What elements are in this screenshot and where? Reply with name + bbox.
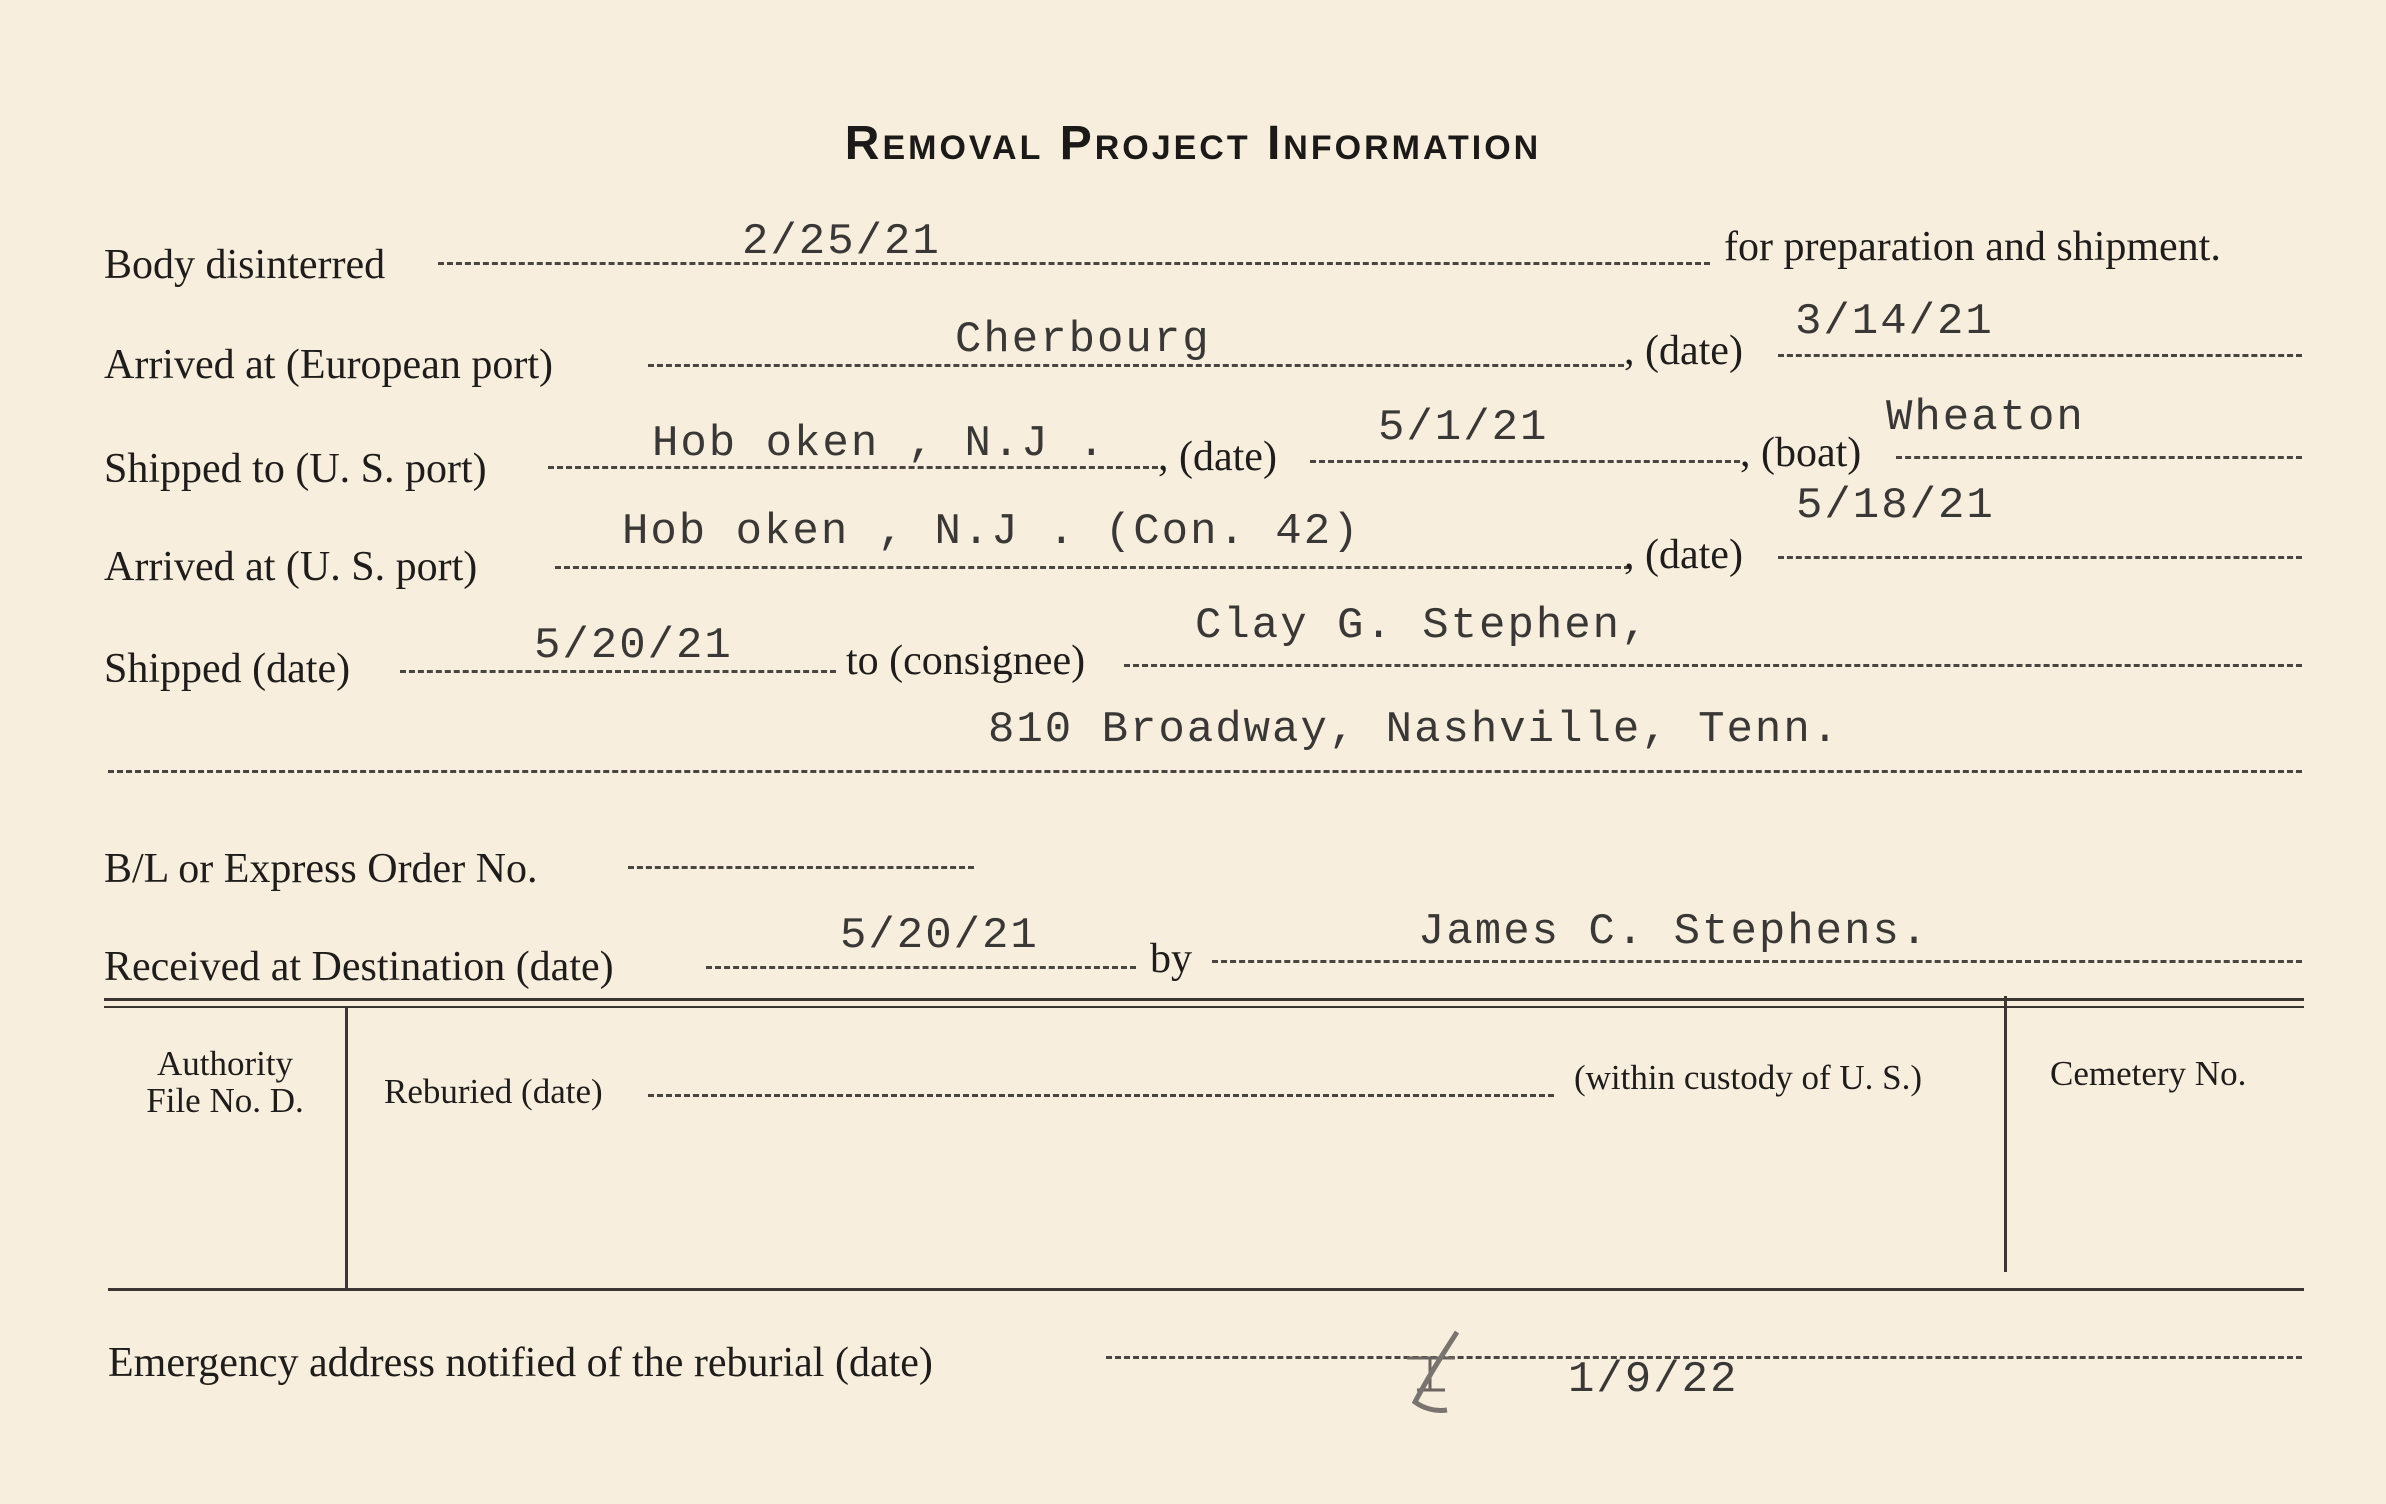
divider-top <box>104 998 2304 1001</box>
us-arrival-date: 5/18/21 <box>1796 481 1995 531</box>
european-date-label: , (date) <box>1624 328 1743 374</box>
consignee-address: 810 Broadway, Nashville, Tenn. <box>988 705 1841 755</box>
received-date: 5/20/21 <box>840 911 1039 961</box>
boat-label: , (boat) <box>1740 430 1862 476</box>
divider-bottom <box>108 1288 2304 1291</box>
shipped-date-line <box>1310 460 1740 463</box>
shipped-to-us-label: Shipped to (U. S. port) <box>104 446 487 492</box>
reburied-label: Reburied (date) <box>384 1072 603 1111</box>
european-arrival-date: 3/14/21 <box>1795 297 1994 347</box>
bl-order-line <box>628 866 974 869</box>
consignee-name: Clay G. Stephen, <box>1195 601 1650 651</box>
us-arrival-date-line <box>1778 556 2302 559</box>
received-by-line <box>1212 960 2302 963</box>
box-divider-left <box>345 1008 348 1288</box>
european-date-line <box>1778 354 2302 357</box>
emergency-label: Emergency address notified of the reburial (date) <box>108 1340 933 1386</box>
reburied-line <box>648 1094 1554 1097</box>
shipped-to-consignee-date: 5/20/21 <box>534 621 733 671</box>
authority-line-2: File No. D. <box>146 1080 304 1120</box>
pencil-check-mark <box>1395 1328 1465 1418</box>
emergency-date: 1/9/22 <box>1568 1355 1739 1405</box>
by-label: by <box>1150 936 1192 982</box>
bl-order-label: B/L or Express Order No. <box>104 846 538 892</box>
boat-line <box>1896 456 2302 459</box>
card-title: Removal Project Information <box>844 117 1542 170</box>
cemetery-no-label: Cemetery No. <box>2050 1054 2247 1093</box>
for-preparation-label: for preparation and shipment. <box>1724 224 2221 270</box>
boat-value: Wheaton <box>1886 393 2085 443</box>
arrived-us-label: Arrived at (U. S. port) <box>104 544 478 590</box>
european-port-value: Cherbourg <box>955 315 1211 365</box>
to-consignee-label: to (consignee) <box>846 638 1086 684</box>
received-date-line <box>706 966 1136 969</box>
received-label: Received at Destination (date) <box>104 944 614 990</box>
authority-line-1: Authority <box>156 1044 294 1083</box>
custody-label: (within custody of U. S.) <box>1574 1058 1923 1097</box>
address-line <box>108 770 2302 773</box>
arrived-us-line <box>555 566 1630 569</box>
shipped-label: Shipped (date) <box>104 646 351 692</box>
shipped-date-label: , (date) <box>1158 434 1277 480</box>
disinterred-date: 2/25/21 <box>742 217 941 267</box>
shipped-date-value: 5/1/21 <box>1378 403 1549 453</box>
body-disinterred-line <box>438 262 1710 265</box>
box-divider-right <box>2004 996 2007 1272</box>
us-port-arrived: Hob oken , N.J . (Con. 42) <box>622 507 1361 557</box>
body-disinterred-label: Body disinterred <box>104 242 386 288</box>
us-arrival-date-label: , (date) <box>1624 532 1743 578</box>
authority-label <box>110 1046 340 1120</box>
us-port-shipped: Hob oken , N.J . <box>652 419 1107 469</box>
received-by: James C. Stephens. <box>1418 907 1930 957</box>
divider-top-2 <box>104 1006 2304 1008</box>
arrived-european-label: Arrived at (European port) <box>104 342 553 388</box>
consignee-line <box>1124 664 2302 667</box>
